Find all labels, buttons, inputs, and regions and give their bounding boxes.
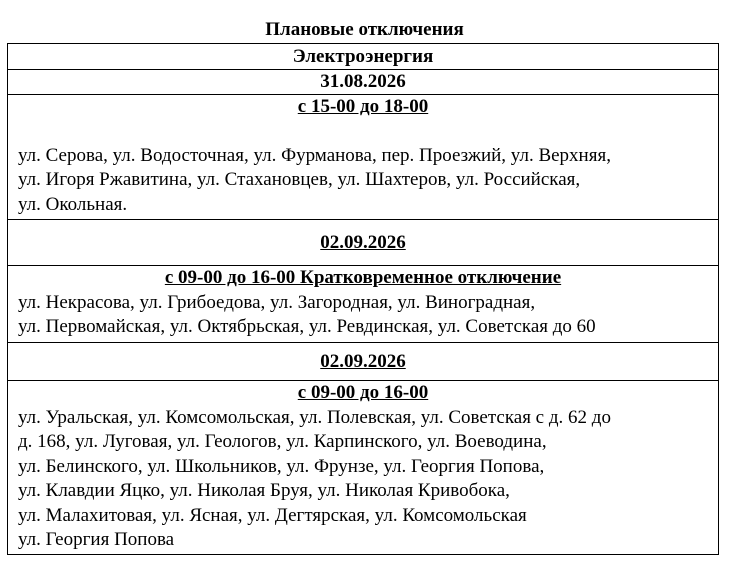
date-row [8, 343, 719, 381]
category-row [8, 44, 719, 70]
outage-block-cell [8, 381, 719, 555]
date-cell: 02.09.2026 [8, 343, 719, 381]
date-cell: 31.08.2026 [8, 70, 719, 95]
date-cell: 02.09.2026 [8, 220, 719, 266]
street-line: ул. Окольная. [18, 193, 128, 215]
outage-block [8, 266, 719, 343]
spacer [18, 120, 708, 144]
category-cell: Электроэнергия [8, 44, 719, 70]
street-line: ул. Некрасова, ул. Грибоедова, ул. Загородная, ул. Виноградная, [18, 291, 536, 313]
street-line: ул. Игоря Ржавитина, ул. Стахановцев, ул. Шахтеров, ул. Российская, [18, 169, 581, 190]
date-row [8, 70, 719, 95]
street-line: ул. Уральская, ул. Комсомольская, ул. Полевская, ул. Советская с д. 62 до [18, 406, 611, 428]
outage-block-cell [8, 266, 719, 343]
time-range: с 09-00 до 16-00 [297, 382, 429, 403]
outage-block [8, 95, 719, 220]
street-line: ул. Серова, ул. Водосточная, ул. Фурманова, пер. Проезжий, ул. Верхняя, [18, 144, 611, 166]
time-range: с 15-00 до 18-00 [297, 96, 429, 117]
time-range: с 09-00 до 16-00 Кратковременное отключение [164, 267, 562, 288]
street-line: ул. Георгия Попова [18, 529, 175, 550]
street-line: ул. Белинского, ул. Школьников, ул. Фрунзе, ул. Георгия Попова, [18, 455, 545, 477]
street-line: ул. Клавдии Яцко, ул. Николая Бруя, ул. Николая Кривобока, [18, 480, 510, 501]
street-line: ул. Первомайская, ул. Октябрьская, ул. Ревдинская, ул. Советская до 60 [18, 316, 596, 337]
outage-block [8, 381, 719, 555]
date-row [8, 220, 719, 266]
outage-block-cell [8, 95, 719, 220]
street-line: д. 168, ул. Луговая, ул. Геологов, ул. Карпинского, ул. Воеводина, [18, 431, 547, 452]
street-line: ул. Малахитовая, ул. Ясная, ул. Дегтярская, ул. Комсомольская [18, 504, 527, 526]
outage-schedule-table [7, 43, 719, 555]
page-title: Плановые отключения [265, 19, 464, 40]
